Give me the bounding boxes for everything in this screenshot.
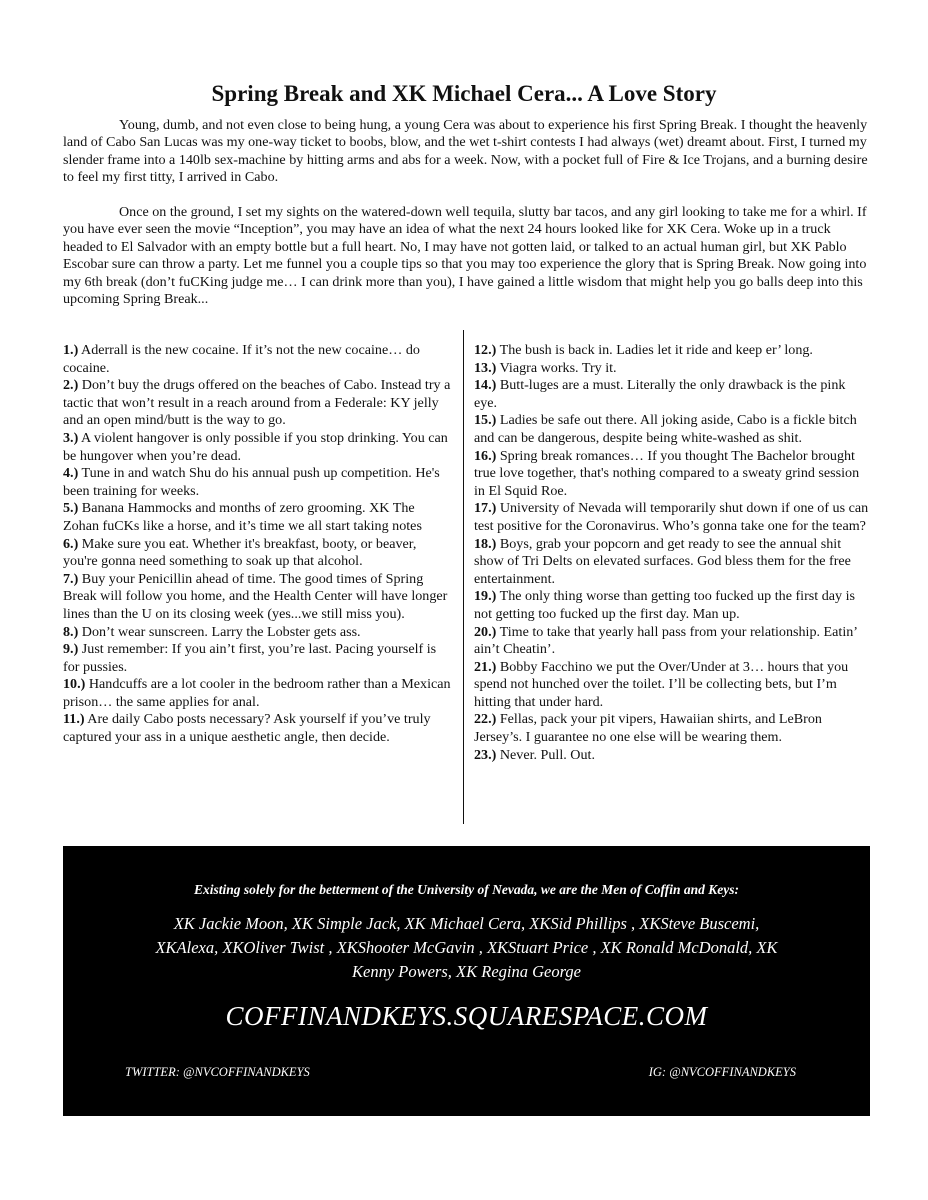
website-link[interactable]: COFFINANDKEYS.SQUARESPACE.COM bbox=[225, 1001, 708, 1031]
intro-paragraph: Young, dumb, and not even close to being hung, a young Cera was about to experience his first Spring Break. I thought the heavenly land of Cabo San Lucas was my one-way ticket to boobs, blow, and the wet t-shirt contests I had always (wet) dreamt about. First, I turned my slender frame into a 140lb sex-machine by hitting arms and abs for a week. Now, with a pocket full of Fire & Ice Trojans, and a burning desire to feel my first titty, I arrived in Cabo. bbox=[63, 117, 868, 186]
tip-item bbox=[474, 588, 870, 623]
tip-text: Make sure you eat. Whether it's breakfast, booty, or beaver, you're gonna need something to soak up that alcohol. bbox=[63, 535, 417, 570]
tip-item bbox=[474, 624, 870, 659]
tip-number: 17.) bbox=[474, 500, 497, 517]
tips-left-column bbox=[63, 342, 453, 747]
tip-item bbox=[474, 377, 870, 412]
tips-right-column bbox=[474, 342, 870, 764]
tip-number: 19.) bbox=[474, 588, 497, 605]
tip-number: 6.) bbox=[63, 535, 79, 552]
tip-text: Fellas, pack your pit vipers, Hawaiian shirts, and LeBron Jersey’s. I guarantee no one else will be wearing them. bbox=[474, 711, 822, 746]
instagram-handle[interactable]: IG: @NVCOFFINANDKEYS bbox=[648, 1065, 796, 1079]
tip-text: Banana Hammocks and months of zero grooming. XK The Zohan fuCKs like a horse, and it’s time we all start taking notes bbox=[63, 500, 422, 534]
tip-number: 14.) bbox=[474, 377, 497, 394]
tip-text: Viagra works. Try it. bbox=[496, 359, 617, 376]
tip-item bbox=[474, 500, 870, 535]
article-title: Spring Break and XK Michael Cera... A Love Story bbox=[211, 81, 717, 106]
tip-text: The only thing worse than getting too fucked up the first day is not getting too fucked up the first day. Man up. bbox=[474, 588, 855, 622]
tip-item bbox=[474, 536, 870, 589]
tip-item bbox=[474, 360, 870, 378]
tip-item bbox=[63, 624, 453, 642]
tip-item bbox=[474, 711, 870, 746]
footer-tagline: Existing solely for the betterment of the University of Nevada, we are the Men of Coffin and Keys: bbox=[194, 882, 739, 897]
tip-item bbox=[474, 448, 870, 501]
tip-text: Butt-luges are a must. Literally the only drawback is the pink eye. bbox=[474, 377, 846, 411]
tip-item bbox=[63, 711, 453, 746]
tip-item bbox=[63, 342, 453, 377]
tip-text: Don’t wear sunscreen. Larry the Lobster gets ass. bbox=[78, 623, 361, 640]
tip-number: 11.) bbox=[63, 711, 85, 728]
tip-number: 1.) bbox=[63, 342, 79, 358]
tip-item bbox=[63, 641, 453, 676]
tip-item bbox=[474, 342, 870, 360]
tip-text: Don’t buy the drugs offered on the beaches of Cabo. Instead try a tactic that won’t result in a reach around from a Federale: KY jelly and an open mind/butt is the way to go. bbox=[63, 377, 451, 429]
tip-item bbox=[63, 377, 453, 430]
tip-text: Aderrall is the new cocaine. If it’s not the new cocaine… do cocaine. bbox=[63, 342, 420, 376]
tip-item bbox=[63, 676, 453, 711]
tip-text: The bush is back in. Ladies let it ride and keep er’ long. bbox=[496, 342, 813, 358]
tip-text: University of Nevada will temporarily shut down if one of us can test positive for the Coronavirus. Who’s gonna take one for the team? bbox=[474, 500, 869, 534]
tip-number: 13.) bbox=[474, 359, 497, 376]
tip-item bbox=[63, 571, 453, 624]
tip-number: 22.) bbox=[474, 711, 497, 728]
tip-item bbox=[63, 500, 453, 535]
tip-text: Ladies be safe out there. All joking aside, Cabo is a fickle bitch and can be dangerous, despite being white-washed as shit. bbox=[474, 412, 857, 446]
tip-text: A violent hangover is only possible if you stop drinking. You can be hungover when you’re dead. bbox=[63, 429, 448, 464]
tip-number: 10.) bbox=[63, 676, 86, 693]
tip-number: 2.) bbox=[63, 377, 79, 394]
footer-banner bbox=[63, 846, 870, 1116]
tip-number: 23.) bbox=[474, 746, 497, 763]
tip-text: Never. Pull. Out. bbox=[496, 746, 595, 763]
tip-item bbox=[474, 747, 870, 765]
tip-number: 21.) bbox=[474, 658, 497, 675]
tip-item bbox=[63, 430, 453, 465]
tip-item bbox=[63, 465, 453, 500]
member-list: XK Jackie Moon, XK Simple Jack, XK Michael Cera, XKSid Phillips , XKSteve Buscemi, XKAlexa, XKOliver Twist , XKShooter McGavin , XKStuart Price , XK Ronald McDonald, XK Kenny Powers, XK Regina George bbox=[155, 914, 778, 981]
twitter-handle[interactable]: TWITTER: @NVCOFFINANDKEYS bbox=[125, 1065, 310, 1079]
tip-text: Bobby Facchino we put the Over/Under at 3… hours that you spend not hunched over the toilet. I’ll be collecting bets, but I’m hitting that under hard. bbox=[474, 658, 849, 710]
column-divider bbox=[463, 330, 464, 824]
tip-text: Spring break romances… If you thought The Bachelor brought true love together, that's nothing compared to a sweaty grind session in El Squid Roe. bbox=[474, 447, 860, 499]
tip-number: 16.) bbox=[474, 447, 497, 464]
tip-item bbox=[474, 412, 870, 447]
tip-item bbox=[63, 536, 453, 571]
tip-number: 4.) bbox=[63, 465, 79, 482]
tip-text: Just remember: If you ain’t first, you’re last. Pacing yourself is for pussies. bbox=[63, 641, 437, 675]
tip-number: 7.) bbox=[63, 570, 79, 587]
tip-text: Time to take that yearly hall pass from your relationship. Eatin’ ain’t Cheatin’. bbox=[474, 623, 857, 658]
tip-text: Boys, grab your popcorn and get ready to see the annual shit show of Tri Delts on elevated surfaces. God bless them for the free entertainment. bbox=[474, 535, 851, 587]
tip-number: 18.) bbox=[474, 535, 497, 552]
intro-paragraph: Once on the ground, I set my sights on the watered-down well tequila, slutty bar tacos, and any girl looking to take me for a whirl. If you have ever seen the movie “Inception”, you may have an idea of what the next 24 hours looked like for XK Cera. Woke up in a truck headed to El Salvador with an empty bottle but a full heart. No, I may have not gotten laid, or talked to an actual human girl, but XK Pablo Escobar sure can throw a party. Let me funnel you a couple tips so that you may too experience the glory that is Spring Break. Now going into my 6th break (don’t fuCKing judge me… I can drink more than you), I have gained a little wisdom that might help you go balls deep into this upcoming Spring Break... bbox=[63, 204, 867, 308]
tip-number: 8.) bbox=[63, 623, 79, 640]
tip-text: Are daily Cabo posts necessary? Ask yourself if you’ve truly captured your ass in a unique aesthetic angle, then decide. bbox=[63, 711, 431, 746]
tip-number: 9.) bbox=[63, 641, 79, 658]
tip-text: Tune in and watch Shu do his annual push up competition. He's been training for weeks. bbox=[63, 465, 440, 499]
tip-number: 12.) bbox=[474, 342, 497, 358]
tip-item bbox=[474, 659, 870, 712]
tip-number: 5.) bbox=[63, 500, 79, 517]
tip-text: Buy your Penicillin ahead of time. The good times of Spring Break will follow you home, and the Health Center will have longer lines than the U on its closing week (yes...we still miss you). bbox=[63, 570, 448, 622]
tip-text: Handcuffs are a lot cooler in the bedroom rather than a Mexican prison… the same applies for anal. bbox=[63, 676, 451, 710]
tip-number: 20.) bbox=[474, 623, 497, 640]
tip-number: 3.) bbox=[63, 429, 79, 446]
tip-number: 15.) bbox=[474, 412, 497, 429]
intro-section bbox=[63, 117, 868, 308]
